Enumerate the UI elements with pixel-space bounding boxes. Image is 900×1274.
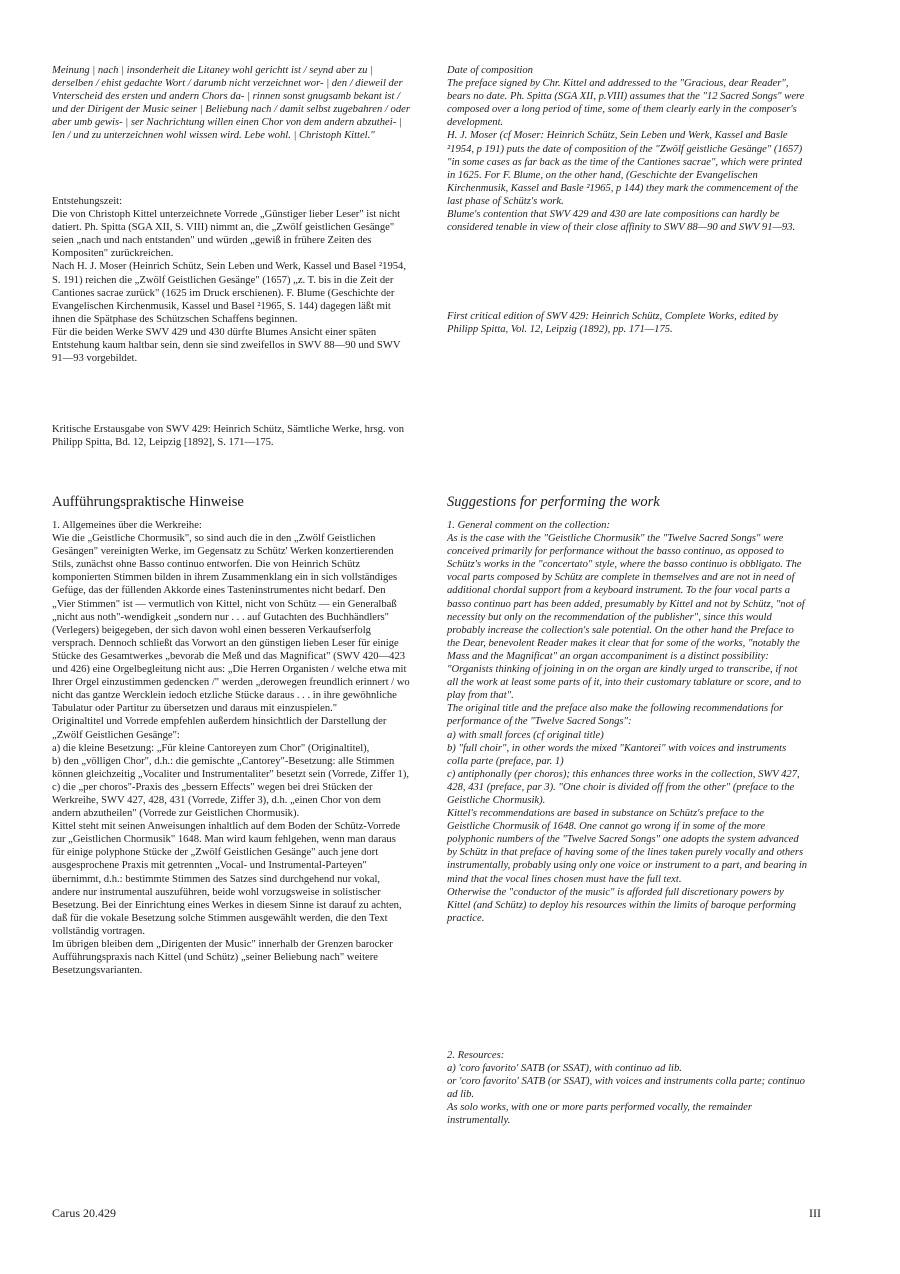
- paragraph: Originaltitel und Vorrede empfehlen außerdem hinsichtlich der Darstellung der „Zwölf Geistlichen Gesänge":: [52, 716, 387, 741]
- paragraph: As is the case with the "Geistliche Chormusik" the "Twelve Sacred Songs" were conceived primarily for performance without the basso continuo, as opposed to Schütz's works in the "concertato" style, where the basso continuo is obbligato. The vocal parts composed by Schütz are complete in themselves and are not in need of additional chordal support from a keyboard instrument. To the four vocal parts a basso continuo part has been added, presumably by Kittel and not by Schütz, "not of necessity but only on the recommendation of the publisher", since this would probably increase the collection's sale potential. On the other hand the Preface to the Dear, benevolent Reader makes it clear that for some of the works, "notably the Mass and the Magnificat" an organ accompaniment is a distinct possibility: "Organists thinking of joining in on the organ are kindly urged to transcribe, if not all the work at least some parts of it, into their customary tablature or score, and to play from that".: [447, 533, 805, 702]
- page-number: III: [809, 1206, 821, 1220]
- paragraph: H. J. Moser (cf Moser: Heinrich Schütz, Sein Leben und Werk, Kassel and Basle ²1954, p 191) puts the date of composition of the "Zwölf geistliche Gesänge" (1657) "in some cases as far back as the time of the Cantiones sacrae", which were printed in 1625. For F. Blume, on the other hand, (Geschichte der Evangelischen Kirchenmusik, Kassel and Basle ²1965, p 144) they mark the commencement of the last phase of Schütz's work.: [447, 130, 803, 207]
- list-item: b) "full choir", in other words the mixed "Kantorei" with voices and instruments colla parte (preface, par. 1): [447, 742, 787, 767]
- paragraph: The preface signed by Chr. Kittel and addressed to the "Gracious, dear Reader", bears no date. Ph. Spitta (SGA XII, p.VIII) assumes that the "12 Sacred Songs" were composed over a long period of time, some of them clearly early in the composer's development.: [447, 78, 805, 129]
- paragraph: Im übrigen bleiben dem „Dirigenten der Music" innerhalb der Grenzen barocker Aufführungspraxis nach Kittel (und Schütz) „seiner Beliebung nach" weitere Besetzungsvarianten.: [52, 939, 393, 977]
- list-item: a) with small forces (cf original title): [447, 729, 604, 741]
- first-edition-note: Kritische Erstausgabe von SWV 429: Heinrich Schütz, Sämtliche Werke, hrsg. von Philipp Spitta, Bd. 12, Leipzig [1892], S. 171—175.: [52, 424, 405, 449]
- first-edition-note-en: First critical edition of SWV 429: Heinrich Schütz, Complete Works, edited by Philipp Spitta, Vol. 12, Leipzig (1892), pp. 171—175.: [447, 311, 779, 336]
- catalog-number: Carus 20.429: [52, 1206, 116, 1220]
- preface-letter-ending: Meinung | nach | insonderheit die Litaney wohl gerichtt ist / seynd aber zu | derselben / ehist gedachte Wort / darumb nicht verzeichnet wor- | den / dieweil der Vnterscheid des ersten und andern Chors da- | rinnen sonst gnugsamb bekant ist / und der Dirigent der Music seiner | Beliebung nach / damit selbst zugebahren / oder aber umb gewis- | ser Nachrichtung willen einen Chor von dem andern abzuthei- | len / und zu unterzeichnen wohl wissen wird. Lebe wohl. | Christoph Kittel.": [52, 65, 410, 142]
- list-item: c) die „per choros"-Praxis des „bessern Effects" wegen bei drei Stücken der Werkreihe, SWV 427, 428, 431 (Vorrede, Ziffer 3), d.h. „einen Chor von dem andern abzutheilen" (Vorrede zur Geistlichen Chormusik).: [52, 781, 381, 820]
- section-heading: Entstehungszeit:: [52, 196, 123, 207]
- paragraph: Kittel's recommendations are based in substance on Schütz's preface to the Geistliche Chormusik of 1648. One cannot go wrong if in some of the more polyphonic numbers of the "Twelve Sacred Songs" one adopts the system advanced by Schütz in that preface of having some of the lines taken purely vocally and others instrumentally, probably using only one voice or instrument to a part, and bearing in mind that the vocal lines chosen must have the full text.: [447, 808, 808, 885]
- resources-section: [447, 1049, 809, 1128]
- paragraph: Nach H. J. Moser (Heinrich Schütz, Sein Leben und Werk, Kassel und Basel ²1954, S. 191) reichen die „Zwölf Geistlichen Gesänge" (1657) „z. T. bis in die Zeit der Cantiones sacrae zurück" (1625 im Druck erschienen). F. Blume (Geschichte der Evangelischen Kirchenmusik, Kassel und Basel ²1965, S. 144) dagegen läßt mit ihnen die Spätphase des Schützschen Schaffens beginnen.: [52, 261, 407, 325]
- suggestions-title: Suggestions for performing the work: [447, 494, 660, 510]
- list-item: c) antiphonally (per choros); this enhances three works in the collection, SWV 427, 428, 431 (preface, par 3). "One choir is divided off from the other" (preface to the Geistliche Chormusik).: [447, 768, 800, 806]
- paragraph: The original title and the preface also make the following recommendations for performance of the "Twelve Sacred Songs":: [447, 703, 784, 728]
- list-item: b) den „völligen Chor", d.h.: die gemischte „Cantorey"-Besetzung: alle Stimmen können gleichzeitig „Vocaliter und Instrumentaliter" besetzt sein (Vorrede, Ziffer 1),: [52, 755, 410, 780]
- section-heading: Date of composition: [447, 65, 533, 76]
- paragraph: Die von Christoph Kittel unterzeichnete Vorrede „Günstiger lieber Leser" ist nicht datiert. Ph. Spitta (SGA XII, S. VIII) nimmt an, die „Zwölf geistlichen Gesänge" seien „nach und nach entstanden" und würden „gewiß in frühere Zeiten des Kompositen" zurückreichen.: [52, 209, 401, 260]
- paragraph: Otherwise the "conductor of the music" is afforded full discretionary powers by Kittel (and Schütz) to deploy his resources within the limits of baroque performing practice.: [447, 886, 796, 924]
- paragraph: Für die beiden Werke SWV 429 und 430 dürfte Blumes Ansicht einer späten Entstehung kaum haltbar sein, denn sie sind zweifellos in SWV 88—90 und SWV 91—93 vorgebildet.: [52, 326, 401, 365]
- performance-notes-title: Aufführungspraktische Hinweise: [52, 494, 244, 510]
- subsection-heading: 2. Resources:: [447, 1050, 505, 1061]
- subsection-heading: 1. General comment on the collection:: [447, 520, 610, 531]
- composition-date-section-en: [447, 64, 809, 234]
- subsection-heading: 1. Allgemeines über die Werkreihe:: [52, 520, 202, 531]
- paragraph: Kittel steht mit seinen Anweisungen inhaltlich auf dem Boden der Schütz-Vorrede zur „Geistlichen Chormusik" 1648. Man wird kaum fehlgehen, wenn man daraus für einige polyphone Stücke der „Zwölf Geistlichen Gesänge" auch jene dort ausgesprochene Praxis mit getrennten „Vocal- und Instrumental-Parteyen" übernimmt, d.h.: bestimmte Stimmen des Satzes sind durchgehend nur vokal, andere nur instrumental auszuführen, beide wohl vorzugsweise in solistischer Besetzung. Bei der Einrichtung eines Werkes in diesem Sinne ist darauf zu achten, daß für die vokale Besetzung solche Stimmen ausgewählt werden, die den Text vollständig vortragen.: [52, 821, 402, 937]
- paragraph: Blume's contention that SWV 429 and 430 are late compositions can hardly be considered tenable in view of their close affinity to SWV 88—90 and SWV 91—93.: [447, 209, 796, 234]
- list-item: a) 'coro favorito' SATB (or SSAT), with continuo ad lib.: [447, 1063, 682, 1075]
- list-item: a) die kleine Besetzung: „Für kleine Cantoreyen zum Chor" (Originaltitel),: [52, 742, 370, 754]
- list-item: or 'coro favorito' SATB (or SSAT), with voices and instruments colla parte; continuo ad lib.: [447, 1076, 805, 1101]
- list-item: As solo works, with one or more parts performed vocally, the remainder instrumentally.: [447, 1102, 752, 1127]
- composition-date-section: [52, 195, 410, 365]
- paragraph: Wie die „Geistliche Chormusik", so sind auch die in den „Zwölf Geistlichen Gesängen" vereinigten Werke, im Gegensatz zu Schütz' Werken konzertierenden Stils, zunächst ohne Basso continuo entworfen. Die von Heinrich Schütz komponierten Stimmen bilden in ihrem Zusammenklang ein in sich vollständiges Gefüge, das der füllenden Akkorde eines Tasteninstrumentes nicht bedarf. Den „Vier Stimmen" ist — vermutlich von Kittel, nicht von Schütz — ein Generalbaß „nicht aus noth"-wendigkeit „sondern nur . . . auf Gutachten des Buchhändlers" (Verlegers) beigegeben, der sich davon wohl einen besseren Verkaufserfolg versprach. Dennoch schließt das Vorwort an den günstigen lieben Leser für einige Stücke des Gesamtwerkes „bevorab die Meß und das Magnificat" (SWV 420—423 und 426) eine Orgelbegleitung nicht aus: „Die Herren Organisten / welche etwa mit Ihrer Orgel einzustimmen gedencken /" werden „derowegen freundlich erinnert / wo nicht das gantze Wercklein iedoch etzliche Stücke daraus . . . in ihre gewöhnliche Tabulatur oder Partitur zu übersetzen und daraus mit einzuspielen.": [52, 533, 410, 715]
